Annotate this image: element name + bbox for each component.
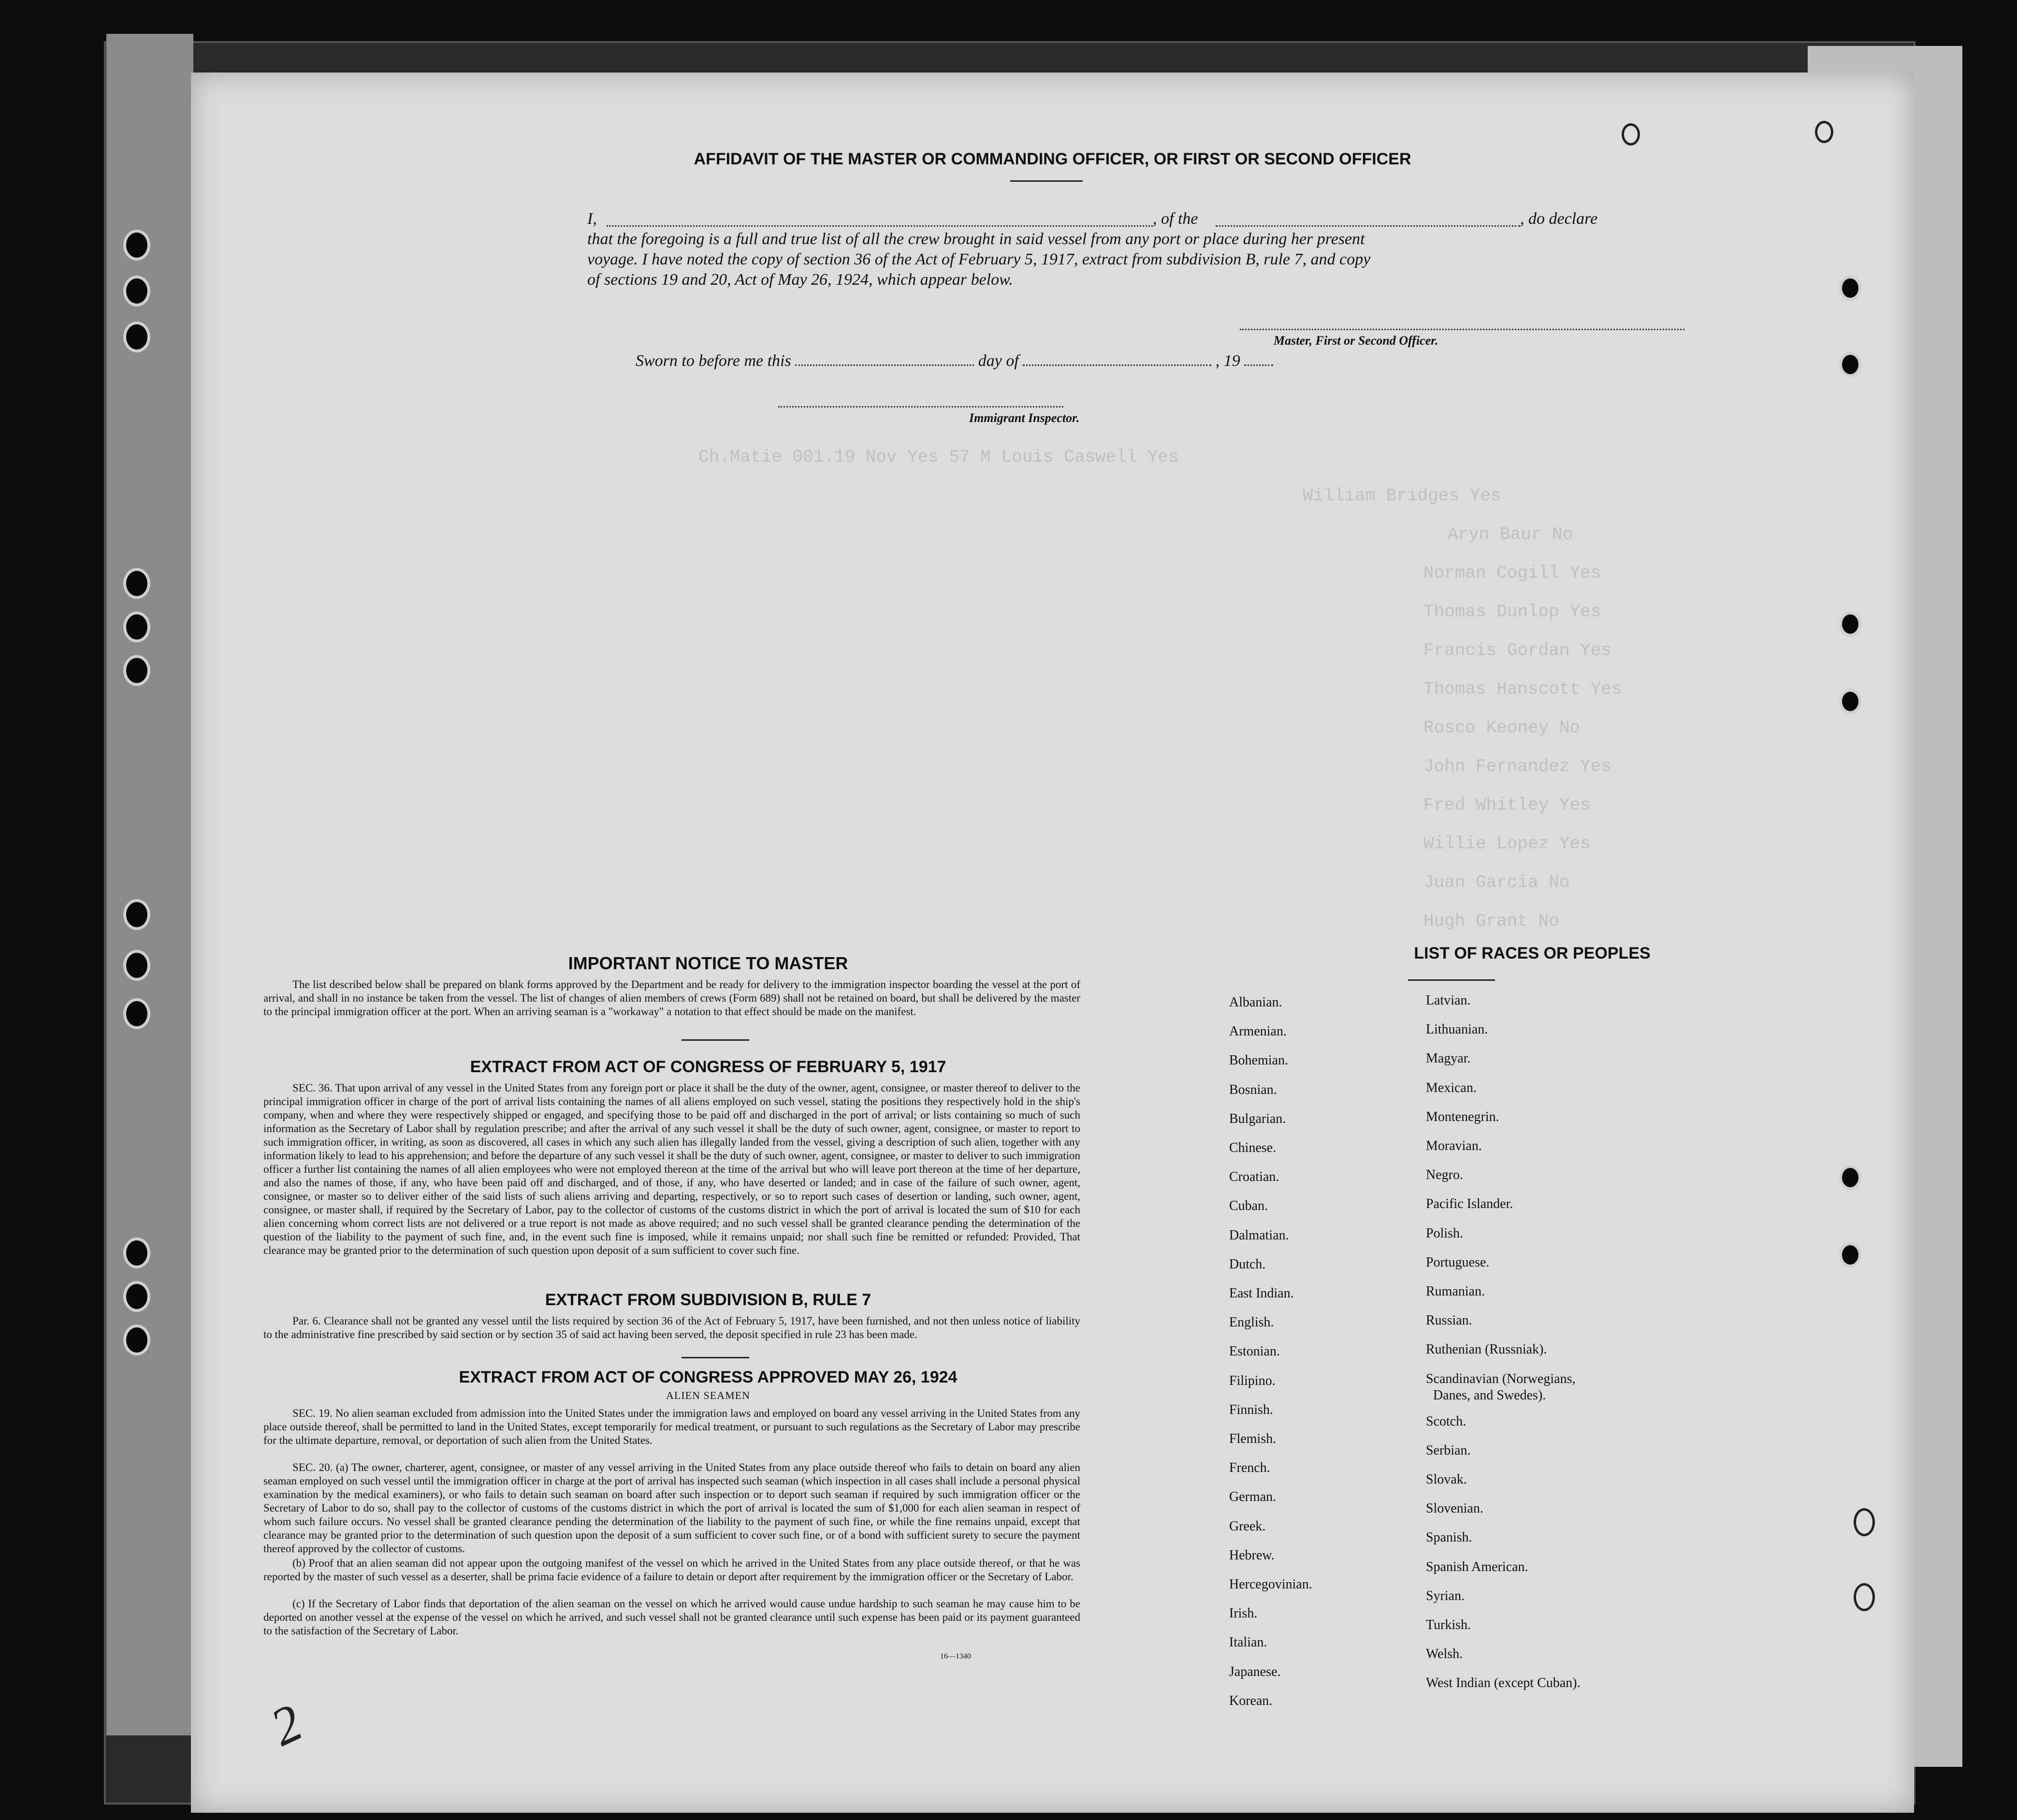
race-item: Hebrew. bbox=[1229, 1547, 1275, 1563]
race-item: Cuban. bbox=[1229, 1198, 1268, 1214]
binder-hole bbox=[1839, 612, 1861, 637]
bleed-through-text: Francis Gordan Yes bbox=[1423, 641, 1611, 660]
race-item: Magyar. bbox=[1426, 1051, 1471, 1066]
bleed-through-text: Rosco Keoney No bbox=[1423, 718, 1581, 738]
binder-hole bbox=[123, 1238, 150, 1268]
binder-hole bbox=[123, 230, 150, 261]
bleed-through-text: Hugh Grant No bbox=[1423, 911, 1559, 931]
of-the-label: , of the bbox=[1153, 210, 1198, 228]
bleed-through-text: William Bridges Yes bbox=[1303, 486, 1501, 506]
affidavit-body bbox=[587, 209, 1602, 290]
binder-hole bbox=[123, 655, 150, 686]
bleed-through-text: Fred Whitley Yes bbox=[1423, 795, 1591, 815]
sworn-line bbox=[636, 352, 1273, 370]
vessel-field[interactable] bbox=[1216, 212, 1520, 227]
title-rule bbox=[1408, 979, 1495, 981]
extract-1917-title: EXTRACT FROM ACT OF CONGRESS OF FEBRUARY 5, 1917 bbox=[470, 1058, 946, 1076]
race-item: English. bbox=[1229, 1315, 1274, 1330]
binder-hole bbox=[123, 950, 150, 981]
race-item: Danes, and Swedes). bbox=[1433, 1387, 1546, 1403]
binder-hole bbox=[123, 998, 150, 1029]
title-rule bbox=[1010, 180, 1083, 182]
races-title: LIST OF RACES OR PEOPLES bbox=[1414, 944, 1651, 962]
section-rule bbox=[682, 1039, 749, 1041]
race-item: Japanese. bbox=[1229, 1664, 1281, 1679]
race-item: Russian. bbox=[1426, 1313, 1472, 1328]
race-item: Filipino. bbox=[1229, 1373, 1276, 1388]
day-of-label: day of bbox=[978, 352, 1019, 370]
sec20a-body: SEC. 20. (a) The owner, charterer, agent, consignee, or master of any vessel arriving in the United States from any place outside thereof who fails to detain on board any alien seaman employed on such vessel until the immigration officer in charge at the port of arrival has inspected such seaman (which inspection in all cases shall include a personal physical examination by the medical examiners), or who fails to detain such seaman on board after such inspection or to deport such seaman if required by such immigration officer or the Secretary of Labor to do so, shall pay to the collector of customs of the customs district in which the port of arrival is located the sum of $1,000 for each alien seaman in respect of whom such failure occurs. No vessel shall be granted clearance pending the determination of the liability to the payment of such fine, or while the fine remains unpaid, except that clearance may be granted prior to the determination of such question upon the deposit of a sum sufficient to cover such fine, or of a bond with sufficient surety to secure the payment thereof approved by the collector of customs. bbox=[263, 1461, 1080, 1555]
binder-hole bbox=[123, 276, 150, 306]
race-item: Albanian. bbox=[1229, 995, 1282, 1010]
race-item: Turkish. bbox=[1426, 1617, 1471, 1632]
race-item: Moravian. bbox=[1426, 1138, 1482, 1153]
race-item: Scandinavian (Norwegians, bbox=[1426, 1371, 1576, 1386]
race-item: West Indian (except Cuban). bbox=[1426, 1675, 1581, 1691]
binder-hole bbox=[1854, 1583, 1875, 1611]
race-item: Irish. bbox=[1229, 1606, 1258, 1621]
binder-hole bbox=[123, 568, 150, 599]
race-item: Welsh. bbox=[1426, 1646, 1463, 1662]
binder-hole bbox=[123, 1281, 150, 1312]
race-item: Rumanian. bbox=[1426, 1284, 1485, 1299]
manifest-page bbox=[191, 73, 1914, 1813]
race-item: Flemish. bbox=[1229, 1431, 1277, 1446]
extract-1924-subtitle: ALIEN SEAMEN bbox=[666, 1389, 750, 1401]
master-signature-label: Master, First or Second Officer. bbox=[1274, 334, 1438, 348]
bleed-through-text: Thomas Dunlop Yes bbox=[1423, 602, 1601, 622]
binder-hole bbox=[1839, 276, 1861, 301]
race-item: French. bbox=[1229, 1460, 1270, 1476]
inspector-label: Immigrant Inspector. bbox=[969, 411, 1080, 425]
race-item: Bohemian. bbox=[1229, 1053, 1289, 1068]
race-item: Spanish. bbox=[1426, 1530, 1472, 1545]
form-number: 16—1340 bbox=[940, 1652, 971, 1660]
binder-hole bbox=[1839, 1242, 1861, 1267]
race-item: Montenegrin. bbox=[1426, 1109, 1499, 1124]
affidavit-line-4: of sections 19 and 20, Act of May 26, 1924, which appear below. bbox=[587, 271, 1013, 289]
race-item: Dalmatian. bbox=[1229, 1227, 1289, 1243]
binder-hole bbox=[123, 321, 150, 352]
rule7-body: Par. 6. Clearance shall not be granted any vessel until the lists required by section 36 of the Act of February 5, 1917, have been furnished, and not then unless notice of liability to the administrative fine prescribed by said section or by section 35 of said act having been served, the deposit specified in rule 23 has been made. bbox=[263, 1315, 1080, 1340]
bleed-through-text: Aryn Baur No bbox=[1448, 524, 1573, 544]
handwritten-mark: 2 bbox=[261, 1692, 311, 1757]
race-item: Chinese. bbox=[1229, 1140, 1277, 1155]
section-rule bbox=[682, 1357, 749, 1358]
sworn-year-field[interactable] bbox=[1244, 353, 1273, 366]
race-item: Greek. bbox=[1229, 1518, 1266, 1534]
race-item: Dutch. bbox=[1229, 1256, 1266, 1272]
race-item: Ruthenian (Russniak). bbox=[1426, 1342, 1547, 1357]
bleed-through-text: Norman Cogill Yes bbox=[1423, 563, 1601, 583]
declare-label: , do declare bbox=[1520, 210, 1598, 228]
binder-hole bbox=[1839, 352, 1861, 377]
race-item: Bosnian. bbox=[1229, 1082, 1277, 1097]
race-item: Negro. bbox=[1426, 1167, 1463, 1183]
race-item: Serbian. bbox=[1426, 1442, 1471, 1458]
inspector-signature-line[interactable] bbox=[778, 406, 1063, 408]
race-item: Syrian. bbox=[1426, 1588, 1465, 1603]
master-signature-line[interactable] bbox=[1240, 329, 1684, 330]
binder-hole bbox=[1622, 123, 1640, 146]
sec20b-body: (b) Proof that an alien seaman did not appear upon the outgoing manifest of the vessel on which he arrived in the United States from any place outside thereof, or that he was reported by the master of such vessel as a deserter, shall be prima facie evidence of a failure to detain or deport after requirement by the immigration officer or the Secretary of Labor. bbox=[263, 1557, 1080, 1583]
race-item: Italian. bbox=[1229, 1635, 1267, 1650]
binder-hole bbox=[1839, 689, 1861, 714]
race-item: Mexican. bbox=[1426, 1080, 1477, 1095]
sworn-month-field[interactable] bbox=[1023, 353, 1211, 366]
binder-hole bbox=[123, 612, 150, 642]
bleed-through-text: John Fernandez Yes bbox=[1423, 757, 1611, 776]
race-item: Croatian. bbox=[1229, 1169, 1279, 1185]
bleed-through-text: Juan Garcia No bbox=[1423, 873, 1570, 892]
affidavit-line-3: voyage. I have noted the copy of section 36 of the Act of February 5, 1917, extract from subdivision B, rule 7, and copy bbox=[587, 250, 1371, 268]
year-label: , 19 bbox=[1215, 352, 1240, 370]
binder-hole bbox=[1854, 1508, 1875, 1536]
sworn-label: Sworn to before me this bbox=[636, 352, 791, 370]
sec20c-body: (c) If the Secretary of Labor finds that deportation of the alien seaman on the vessel on which he arrived would cause undue hardship to such seaman he may cause him to be deported on another vessel at the expense of the vessel on which he arrived, and such vessel shall not be granted clearance until such expense has been paid or its payment guaranteed to the satisfaction of the Secretary of Labor. bbox=[263, 1598, 1080, 1637]
race-item: Armenian. bbox=[1229, 1024, 1287, 1039]
race-item: Estonian. bbox=[1229, 1344, 1280, 1359]
binder-hole bbox=[1839, 1165, 1861, 1190]
binder-hole bbox=[123, 1325, 150, 1355]
notice-title: IMPORTANT NOTICE TO MASTER bbox=[568, 953, 848, 973]
sec19-body: SEC. 19. No alien seaman excluded from admission into the United States under the immigration laws and employed on board any vessel arriving in the United States from any place outside thereof, shall be permitted to land in the United States, except temporarily for medical treatment, or pursuant to such regulations as the Secretary of Labor may prescribe for the ultimate departure, removal, or deportation of such alien from the United States. bbox=[263, 1407, 1080, 1446]
affidavit-title: AFFIDAVIT OF THE MASTER OR COMMANDING OFFICER, OR FIRST OR SECOND OFFICER bbox=[694, 150, 1411, 168]
name-field[interactable] bbox=[607, 212, 1153, 227]
race-item: Latvian. bbox=[1426, 993, 1471, 1008]
race-item: Spanish American. bbox=[1426, 1559, 1528, 1574]
bleed-through-text: Thomas Hanscott Yes bbox=[1423, 679, 1622, 699]
bleed-through-text: Willie Lopez Yes bbox=[1423, 834, 1591, 854]
race-item: Hercegovinian. bbox=[1229, 1577, 1312, 1592]
bleed-through-text: Ch.Matie 001.19 Nov Yes 57 M Louis Caswell Yes bbox=[698, 447, 1179, 467]
affidavit-line-1 bbox=[587, 209, 1602, 229]
race-item: Slovak. bbox=[1426, 1472, 1467, 1487]
race-item: Scotch. bbox=[1426, 1413, 1466, 1429]
sworn-day-field[interactable] bbox=[795, 353, 974, 366]
extract-1917-body: SEC. 36. That upon arrival of any vessel in the United States from any foreign port or place it shall be the duty of the owner, agent, consignee, or master thereof to deliver to the principal immigration officer in charge of the port of arrival lists containing the names of all aliens employed on such vessel, stating the positions they respectively hold in the ship's company, when and where they were respectively shipped or engaged, and specifying those to be paid off and discharged in the port of arrival; or lists containing so much of such information as the Secretary of Labor shall by regulation prescribe; and after the arrival of any such vessel it shall be the duty of such owner, agent, consignee, or master to report to such immigration officer, in writing, as soon as discovered, all cases in which any such alien has illegally landed from the vessel, giving a description of such alien, together with any information likely to lead to his apprehension; and before the departure of any such vessel it shall be the duty of such owner, agent, consignee, or master to deliver to such immigration officer a further list containing the names of all alien employees who were not employed thereon at the time of the arrival but who will leave port thereon at the time of her departure, and also the names of those, if any, who have been paid off and discharged, and of those, if any, who have deserted or landed; and in case of the failure of such owner, agent, consignee, or master so to deliver either of the said lists of such aliens arriving and departing, respectively, or so to report such cases of desertion or landing, such owner, agent, consignee, or master shall, if required by the Secretary of Labor, pay to the collector of customs of the customs district in which the port of arrival is located the sum of $10 for each alien concerning whom correct lists are not delivered or a true report is not made as above required; and no such vessel shall be granted clearance pending the determination of the question of the liability to the payment of such fine, and, in the event such fine is imposed, while it remains unpaid; nor shall such fine be remitted or refunded: Provided, That clearance may be granted prior to the determination of such question upon deposit of a sum sufficient to cover such fine. bbox=[263, 1082, 1080, 1256]
race-item: Lithuanian. bbox=[1426, 1022, 1488, 1037]
race-item: Slovenian. bbox=[1426, 1501, 1483, 1516]
race-item: Korean. bbox=[1229, 1693, 1273, 1708]
race-item: Pacific Islander. bbox=[1426, 1196, 1513, 1212]
i-label: I, bbox=[587, 210, 597, 228]
rule7-title: EXTRACT FROM SUBDIVISION B, RULE 7 bbox=[545, 1291, 871, 1309]
race-item: Polish. bbox=[1426, 1225, 1464, 1241]
race-item: Portuguese. bbox=[1426, 1254, 1490, 1270]
race-item: East Indian. bbox=[1229, 1286, 1294, 1301]
race-item: German. bbox=[1229, 1489, 1277, 1505]
extract-1924-title: EXTRACT FROM ACT OF CONGRESS APPROVED MAY 26, 1924 bbox=[459, 1368, 958, 1386]
race-item: Finnish. bbox=[1229, 1402, 1274, 1417]
binder-hole bbox=[1815, 121, 1833, 143]
race-item: Bulgarian. bbox=[1229, 1111, 1286, 1126]
binder-hole bbox=[123, 899, 150, 930]
affidavit-line-2: that the foregoing is a full and true list of all the crew brought in said vessel from any port or place during her present bbox=[587, 230, 1365, 248]
notice-body: The list described below shall be prepared on blank forms approved by the Department and be ready for delivery to the immigration inspector boarding the vessel at the port of arrival, and shall in no instance be taken from the vessel. The list of changes of alien members of crews (Form 689) shall not be retained on board, but shall be delivered by the master to the principal immigration officer at the port. When an arriving seaman is a "workaway" a notation to that effect should be made on the manifest. bbox=[263, 978, 1080, 1018]
